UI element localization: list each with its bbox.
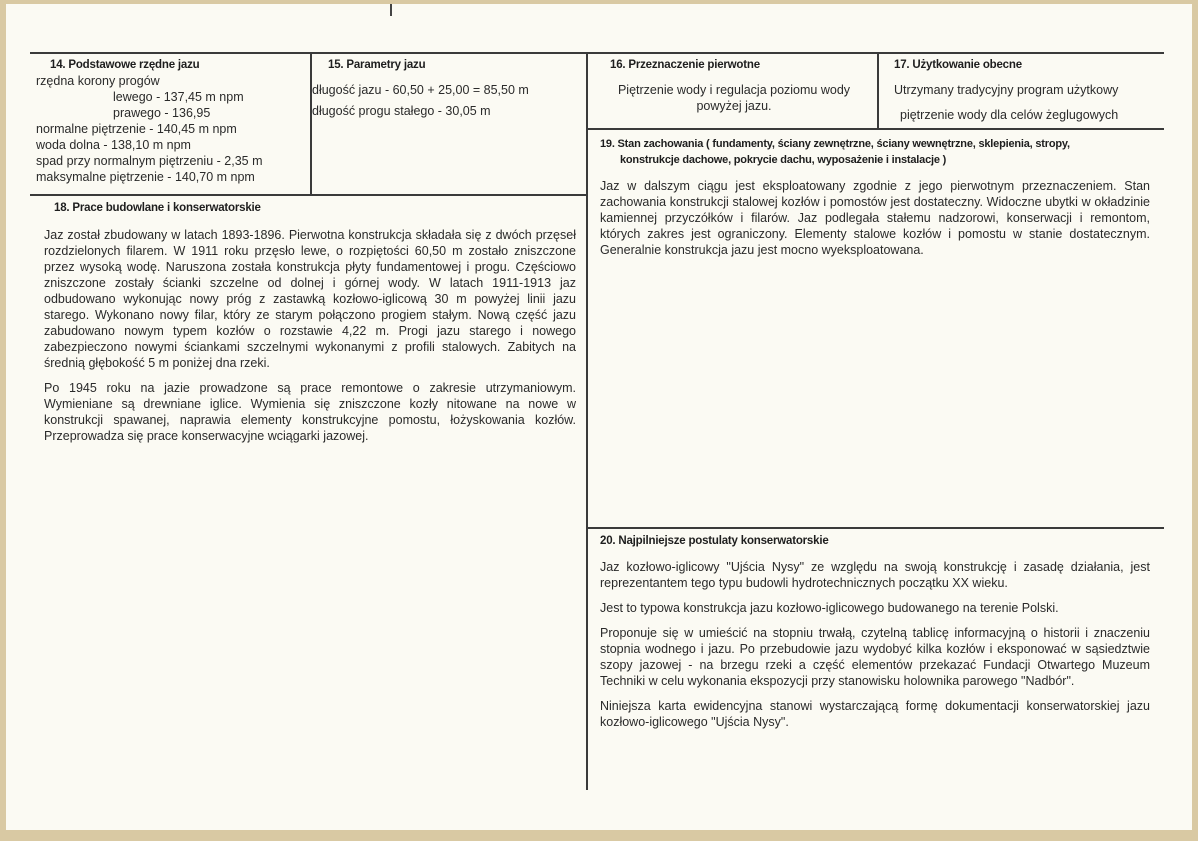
rule-above-18 [30,194,586,196]
section-20-title: 20. Najpilniejsze postulaty konserwatorskie [600,535,829,547]
section-16 [594,57,874,114]
s20-paragraph: Jest to typowa konstrukcja jazu kozłowo-iglicowego budowanego na terenie Polski. [600,601,1059,615]
section-18-title: 18. Prace budowlane i konserwatorskie [54,202,261,214]
s19-text: Jaz w dalszym ciągu jest eksploatowany zgodnie z jego pierwotnym przeznaczeniem. Stan zachowania konstrukcji stalowej kozłów i pomostów jest dostateczny. Widoczne ubytki w okładzinie kamiennej przyczółków i filarów. Jaz podlegała stałemu nadzorowi, konserwacji i remontom, których zakres jest ograniczony. Elementy stalowe kozłów i pomostu w stanie dostatecznym. Generalnie konstrukcja jazu jest mocno wyeksploatowana. [600,179,1150,257]
section-14 [36,57,306,185]
section-19-title-line2: konstrukcje dachowe, pokrycie dachu, wyposażenie i instalacje ) [620,154,947,166]
section-20 [600,533,1150,739]
s14-line: lewego - 137,45 m npm [113,90,244,104]
record-card-sheet [6,4,1192,830]
s20-paragraph: Niniejsza karta ewidencyjna stanowi wystarczającą formę dokumentacji konserwatorskiej jazu kozłowo-iglicowego "Ujścia Nysy". [600,699,1150,729]
s20-paragraph: Jaz kozłowo-iglicowy "Ujścia Nysy" ze względu na swoją konstrukcję i zasadę działania, jest reprezentantem tego typu budowli hydrotechnicznych początku XX wieku. [600,560,1150,590]
s14-line: rzędna korony progów [36,74,160,88]
top-registration-mark [390,4,392,16]
s14-line: woda dolna - 138,10 m npm [36,138,191,152]
section-15 [312,57,584,119]
s14-line: prawego - 136,95 [113,106,211,120]
section-16-text: Piętrzenie wody i regulacja poziomu wody powyżej jazu. [617,83,851,113]
s18-paragraph: Po 1945 roku na jazie prowadzone są prace remontowe o zakresie utrzymaniowym. Wymieniane są drewniane iglice. Wymienia się zniszczone kozły nitowane na nowe w konstrukcji spawanej, naprawia elementy konstrukcyjne pomostu, łożyskowania kozłów. Przeprowadza się prace konserwacyjne wciągarki jazowej. [44,381,576,443]
s17-line: piętrzenie wody dla celów żeglugowych [900,108,1119,122]
s14-line: spad przy normalnym piętrzeniu - 2,35 m [36,154,263,168]
s14-line: normalne piętrzenie - 140,45 m npm [36,122,237,136]
section-14-title: 14. Podstawowe rzędne jazu [50,59,200,71]
section-17 [888,57,1162,123]
section-15-title: 15. Parametry jazu [328,59,426,71]
rule-above-20 [586,527,1164,529]
s15-line: długość jazu - 60,50 + 25,00 = 85,50 m [312,83,529,97]
s18-paragraph: Jaz został zbudowany w latach 1893-1896. Pierwotna konstrukcja składała się z dwóch przęseł rozdzielonych filarem. W 1911 roku przęsło lewe, o rozpiętości 60,50 m zostało zniszczone przez wysoką wodę. Naruszona została konstrukcja płyty fundamentowej i progu. Częściowo zniszczone zostały ścianki szczelne od dolnej i górnej wody. W latach 1911-1913 jaz odbudowano wykonując nowy próg z zastawką kozłowo-iglicową 30 m powyżej linii jazu starego. Wykonano nowy filar, który ze starym połączono progiem stałym. Nową część jazu zabudowano nowym typem kozłów o rozstawie 4,22 m. Progi jazu starego i nowego zabezpieczono nowymi ściankami szczelnymi wykonanymi z profili stalowych. Zabitych na średnią głębokość 5 m poniżej dna rzeki. [44,228,576,370]
center-divider [586,52,588,790]
rule-above-19 [586,128,1164,130]
top-rule [30,52,1164,54]
section-19 [600,136,1150,267]
divider-16-17 [877,52,879,129]
section-19-title-line1: 19. Stan zachowania ( fundamenty, ściany zewnętrzne, ściany wewnętrzne, sklepienia, stropy, [600,138,1070,150]
s17-line: Utrzymany tradycyjny program użytkowy [894,83,1119,97]
s14-line: maksymalne piętrzenie - 140,70 m npm [36,170,255,184]
section-16-title: 16. Przeznaczenie pierwotne [610,59,760,71]
s20-paragraph: Proponuje się w umieścić na stopniu trwałą, czytelną tablicę informacyjną o historii i znaczeniu stopnia wodnego i jazu. Po przebudowie jazu wydobyć kilka kozłów i eksponować w sąsiedztwie szopy jazowej - na brzegu rzeki a część elementów przekazać Fundacji Otwartego Muzeum Techniki w celu wykonania ekspozycji przy stanowisku holownika parowego "Nadbór". [600,626,1150,688]
section-17-title: 17. Użytkowanie obecne [894,59,1022,71]
s15-line: długość progu stałego - 30,05 m [312,104,491,118]
section-18 [44,200,576,453]
